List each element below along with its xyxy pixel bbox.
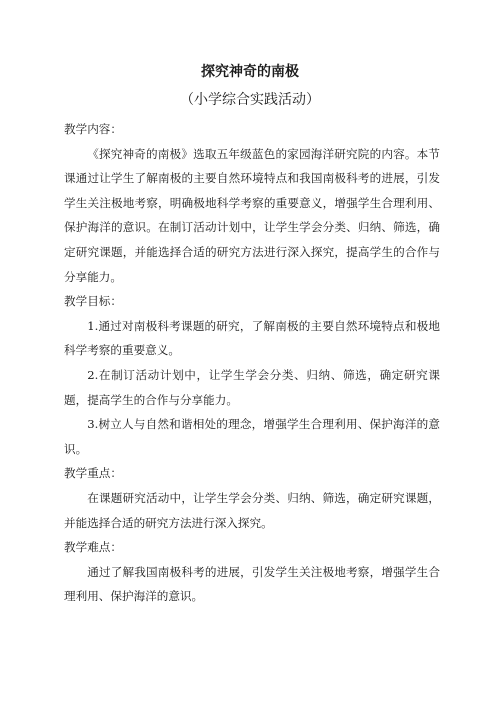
section-key-points bbox=[64, 461, 440, 535]
document-body bbox=[64, 117, 440, 609]
document-subtitle: （小学综合实践活动） bbox=[180, 92, 320, 108]
objective-item: 2.在制订活动计划中，让学生学会分类、归纳、筛选，确定研究课题，提高学生的合作与分享能力。 bbox=[64, 367, 440, 407]
objective-item: 1.通过对南极科考课题的研究，了解南极的主要自然环境特点和极地科学考察的重要意义。 bbox=[64, 318, 440, 358]
section-content bbox=[64, 117, 440, 289]
section-heading: 教学难点： bbox=[64, 540, 122, 555]
section-heading: 教学重点： bbox=[64, 466, 122, 481]
paragraph: 《探究神奇的南极》选取五年级蓝色的家园海洋研究院的内容。本节课通过让学生了解南极的主要自然环境特点和我国南极科考的进展，引发学生关注极地考察，明确极地科学考察的重要意义，增强学生合理利用、保护海洋的意识。在制订活动计划中，让学生学会分类、归纳、筛选，确定研究课题，并能选择合适的研究方法进行深入探究，提高学生的合作与分享能力。 bbox=[64, 146, 440, 284]
section-objectives bbox=[64, 289, 440, 461]
section-difficulties bbox=[64, 535, 440, 609]
objective-item: 3.树立人与自然和谐相处的理念，增强学生合理利用、保护海洋的意识。 bbox=[64, 417, 440, 456]
section-heading: 教学目标： bbox=[64, 294, 122, 309]
paragraph: 通过了解我国南极科考的进展，引发学生关注极地考察，增强学生合理利用、保护海洋的意识。 bbox=[64, 564, 440, 604]
document-title: 探究神奇的南极 bbox=[201, 64, 299, 80]
paragraph: 在课题研究活动中，让学生学会分类、归纳、筛选，确定研究课题，并能选择合适的研究方法进行深入探究。 bbox=[64, 490, 440, 530]
section-heading: 教学内容： bbox=[64, 122, 122, 136]
